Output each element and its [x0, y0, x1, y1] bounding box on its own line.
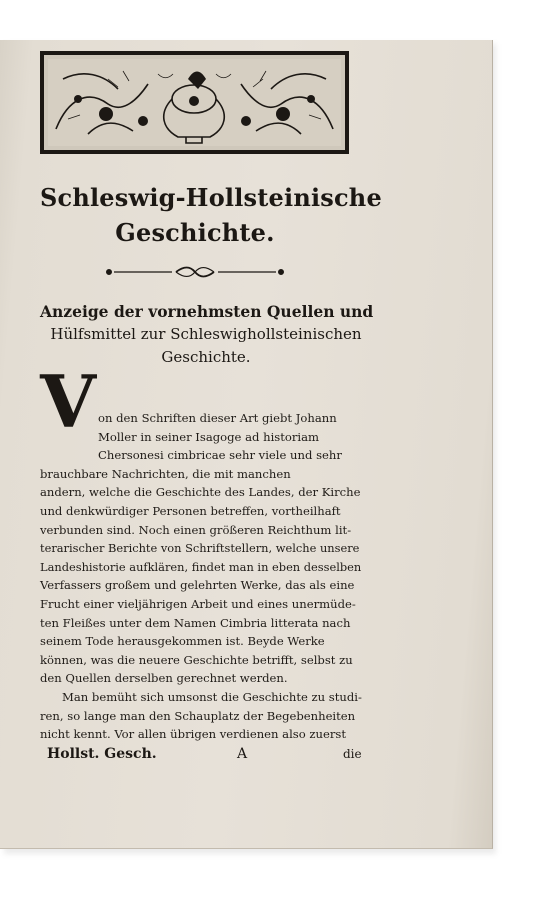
- body-line: können, was die neuere Geschichte betrifft, selbst zu: [40, 652, 353, 667]
- subtitle-line-1: Anzeige der vornehmsten Quellen und: [40, 302, 374, 321]
- ornament-engraving: [48, 59, 341, 146]
- drop-cap: [38, 359, 98, 444]
- body-line: ren, so lange man den Schauplatz der Begebenheiten: [40, 708, 356, 723]
- body-line: Verfassers großem und gelehrten Werke, das als eine: [40, 578, 355, 593]
- body-line: den Quellen derselben gerechnet werden.: [40, 671, 288, 686]
- body-line: Moller in seiner Isagoge ad historiam: [98, 429, 320, 444]
- signature-line: Hollst. Gesch.: [47, 746, 157, 762]
- body-line: verbunden sind. Noch einen größeren Reichthum lit-: [40, 522, 352, 537]
- drop-cap-letter: V: [40, 359, 96, 444]
- body-line: Frucht einer vieljährigen Arbeit und eines unermüde-: [40, 597, 356, 611]
- body-line: terarischer Berichte von Schriftstellern, welche unsere: [40, 541, 360, 556]
- subtitle-line-2: Hülfsmittel zur Schleswighollsteinischen: [50, 325, 362, 343]
- body-line: andern, welche die Geschichte des Landes, der Kirche: [40, 485, 361, 500]
- signature-mark: A: [237, 746, 248, 762]
- page-title-line-2: Geschichte.: [115, 218, 275, 247]
- page-title-line-1: Schleswig-Hollsteinische: [40, 183, 382, 212]
- body-line: Man bemüht sich umsonst die Geschichte zu studi-: [62, 690, 362, 704]
- body-line: nicht kennt. Vor allen übrigen verdienen also zuerst: [40, 727, 347, 742]
- subtitle-line-3: Geschichte.: [161, 348, 251, 366]
- body-line: Landeshistorie aufklären, findet man in eben desselben: [40, 559, 362, 574]
- body-line: Chersonesi cimbricae sehr viele und sehr: [98, 448, 342, 463]
- body-line: seinem Tode herausgekommen ist. Beyde Werke: [40, 634, 325, 649]
- body-line: on den Schriften dieser Art giebt Johann: [98, 411, 337, 425]
- catchword: die: [343, 747, 362, 761]
- body-line: ten Fleißes unter dem Namen Cimbria litterata nach: [40, 615, 351, 630]
- divider-ornament: [104, 265, 286, 279]
- headpiece-ornament: [40, 51, 349, 154]
- body-line: brauchbare Nachrichten, die mit manchen: [40, 466, 291, 481]
- body-line: und denkwürdiger Personen betreffen, vortheilhaft: [40, 504, 341, 518]
